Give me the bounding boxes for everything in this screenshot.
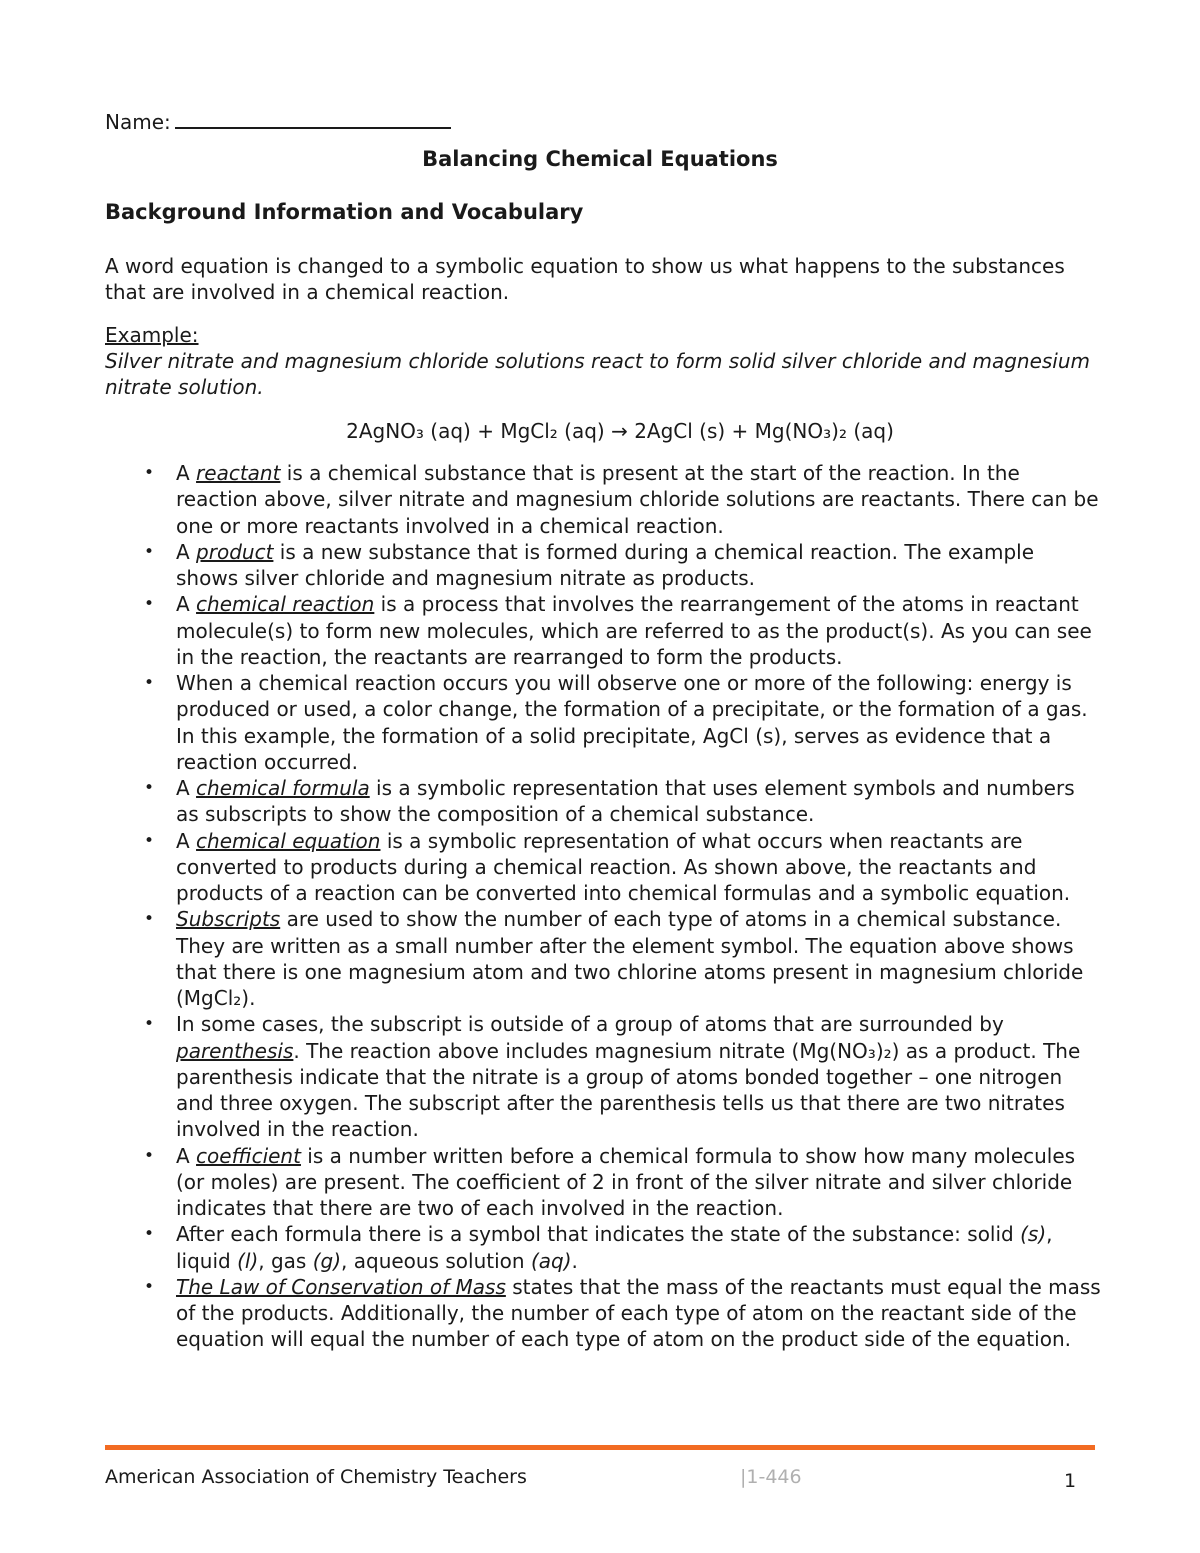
term-coefficient: coefficient — [196, 1143, 301, 1168]
term-parenthesis: parenthesis — [176, 1038, 294, 1063]
footer-organization: American Association of Chemistry Teachers — [105, 1466, 527, 1488]
bullet-product: • A product is a new substance that is formed during a chemical reaction. The example shows silver chloride and magnesium nitrate as products. — [176, 539, 1101, 592]
example-label: Example: — [105, 323, 199, 347]
bullet-chemical-reaction: • A chemical reaction is a process that involves the rearrangement of the atoms in reactant molecule(s) to form new molecules, which are referred to as the product(s). As you can see in the reaction, the reactants are rearranged to form the products. — [176, 591, 1101, 670]
page-number: 1 — [1064, 1470, 1077, 1492]
section-heading: Background Information and Vocabulary — [105, 200, 584, 224]
term-product: product — [196, 539, 274, 564]
term-reactant: reactant — [196, 461, 281, 485]
footer-divider — [105, 1445, 1095, 1450]
footer-code: |1-446 — [740, 1466, 802, 1488]
example-equation: 2AgNO₃ (aq) + MgCl₂ (aq) → 2AgCl (s) + Mg(NO₃)₂ (aq) — [346, 419, 894, 443]
name-line — [105, 107, 451, 135]
example-text: Silver nitrate and magnesium chloride solutions react to form solid silver chloride and magnesium nitrate solution. — [105, 349, 1091, 399]
term-chemical-formula: chemical formula — [196, 776, 370, 800]
bullet-chemical-formula: • A chemical formula is a symbolic representation that uses element symbols and numbers as subscripts to show the composition of a chemical substance. — [176, 775, 1101, 828]
bullet-evidence: • When a chemical reaction occurs you will observe one or more of the following: energy is produced or used, a color change, the formation of a precipitate, or the formation of a gas. In this example, the formation of a solid precipitate, AgCl (s), serves as evidence that a reaction occurred. — [176, 670, 1101, 775]
bullet-subscripts: • Subscripts are used to show the number of each type of atoms in a chemical substance. They are written as a small number after the element symbol. The equation above shows that there is one magnesium atom and two chlorine atoms present in magnesium chloride (MgCl₂). — [176, 906, 1101, 1011]
bullet-coefficient: • A coefficient is a number written before a chemical formula to show how many molecules (or moles) are present. The coefficient of 2 in front of the silver nitrate and silver chloride indicates that there are two of each involved in the reaction. — [176, 1143, 1101, 1222]
vocabulary-list — [0, 460, 1200, 1353]
intro-paragraph: A word equation is changed to a symbolic equation to show us what happens to the substances that are involved in a chemical reaction. — [105, 254, 1065, 305]
term-chemical-reaction: chemical reaction — [196, 592, 375, 617]
name-label: Name: — [105, 110, 171, 134]
name-blank[interactable] — [175, 107, 451, 129]
term-subscripts: Subscripts — [176, 907, 281, 932]
bullet-reactant: • A reactant is a chemical substance that is present at the start of the reaction. In the reaction above, silver nitrate and magnesium chloride solutions are reactants. There can be one or more reactants involved in a chemical reaction. — [176, 460, 1101, 539]
term-conservation-of-mass: The Law of Conservation of Mass — [176, 1274, 506, 1299]
page-title: Balancing Chemical Equations — [422, 147, 778, 171]
bullet-conservation-of-mass: • The Law of Conservation of Mass states that the mass of the reactants must equal the mass of the products. Additionally, the number of each type of atom on the reactant side of the equation will equal the number of each type of atom on the product side of the equation. — [176, 1274, 1101, 1353]
bullet-parenthesis: • In some cases, the subscript is outside of a group of atoms that are surrounded by parenthesis. The reaction above includes magnesium nitrate (Mg(NO₃)₂) as a product. The parenthesis indicate that the nitrate is a group of atoms bonded together – one nitrogen and three oxygen. The subscript after the parenthesis tells us that there are two nitrates involved in the reaction. — [176, 1011, 1101, 1142]
bullet-state-symbols: • After each formula there is a symbol that indicates the state of the substance: solid (s), liquid (l), gas (g), aqueous solution (aq). — [176, 1221, 1101, 1274]
bullet-chemical-equation: • A chemical equation is a symbolic representation of what occurs when reactants are converted to products during a chemical reaction. As shown above, the reactants and products of a reaction can be converted into chemical formulas and a symbolic equation. — [176, 828, 1101, 907]
term-chemical-equation: chemical equation — [196, 828, 381, 853]
